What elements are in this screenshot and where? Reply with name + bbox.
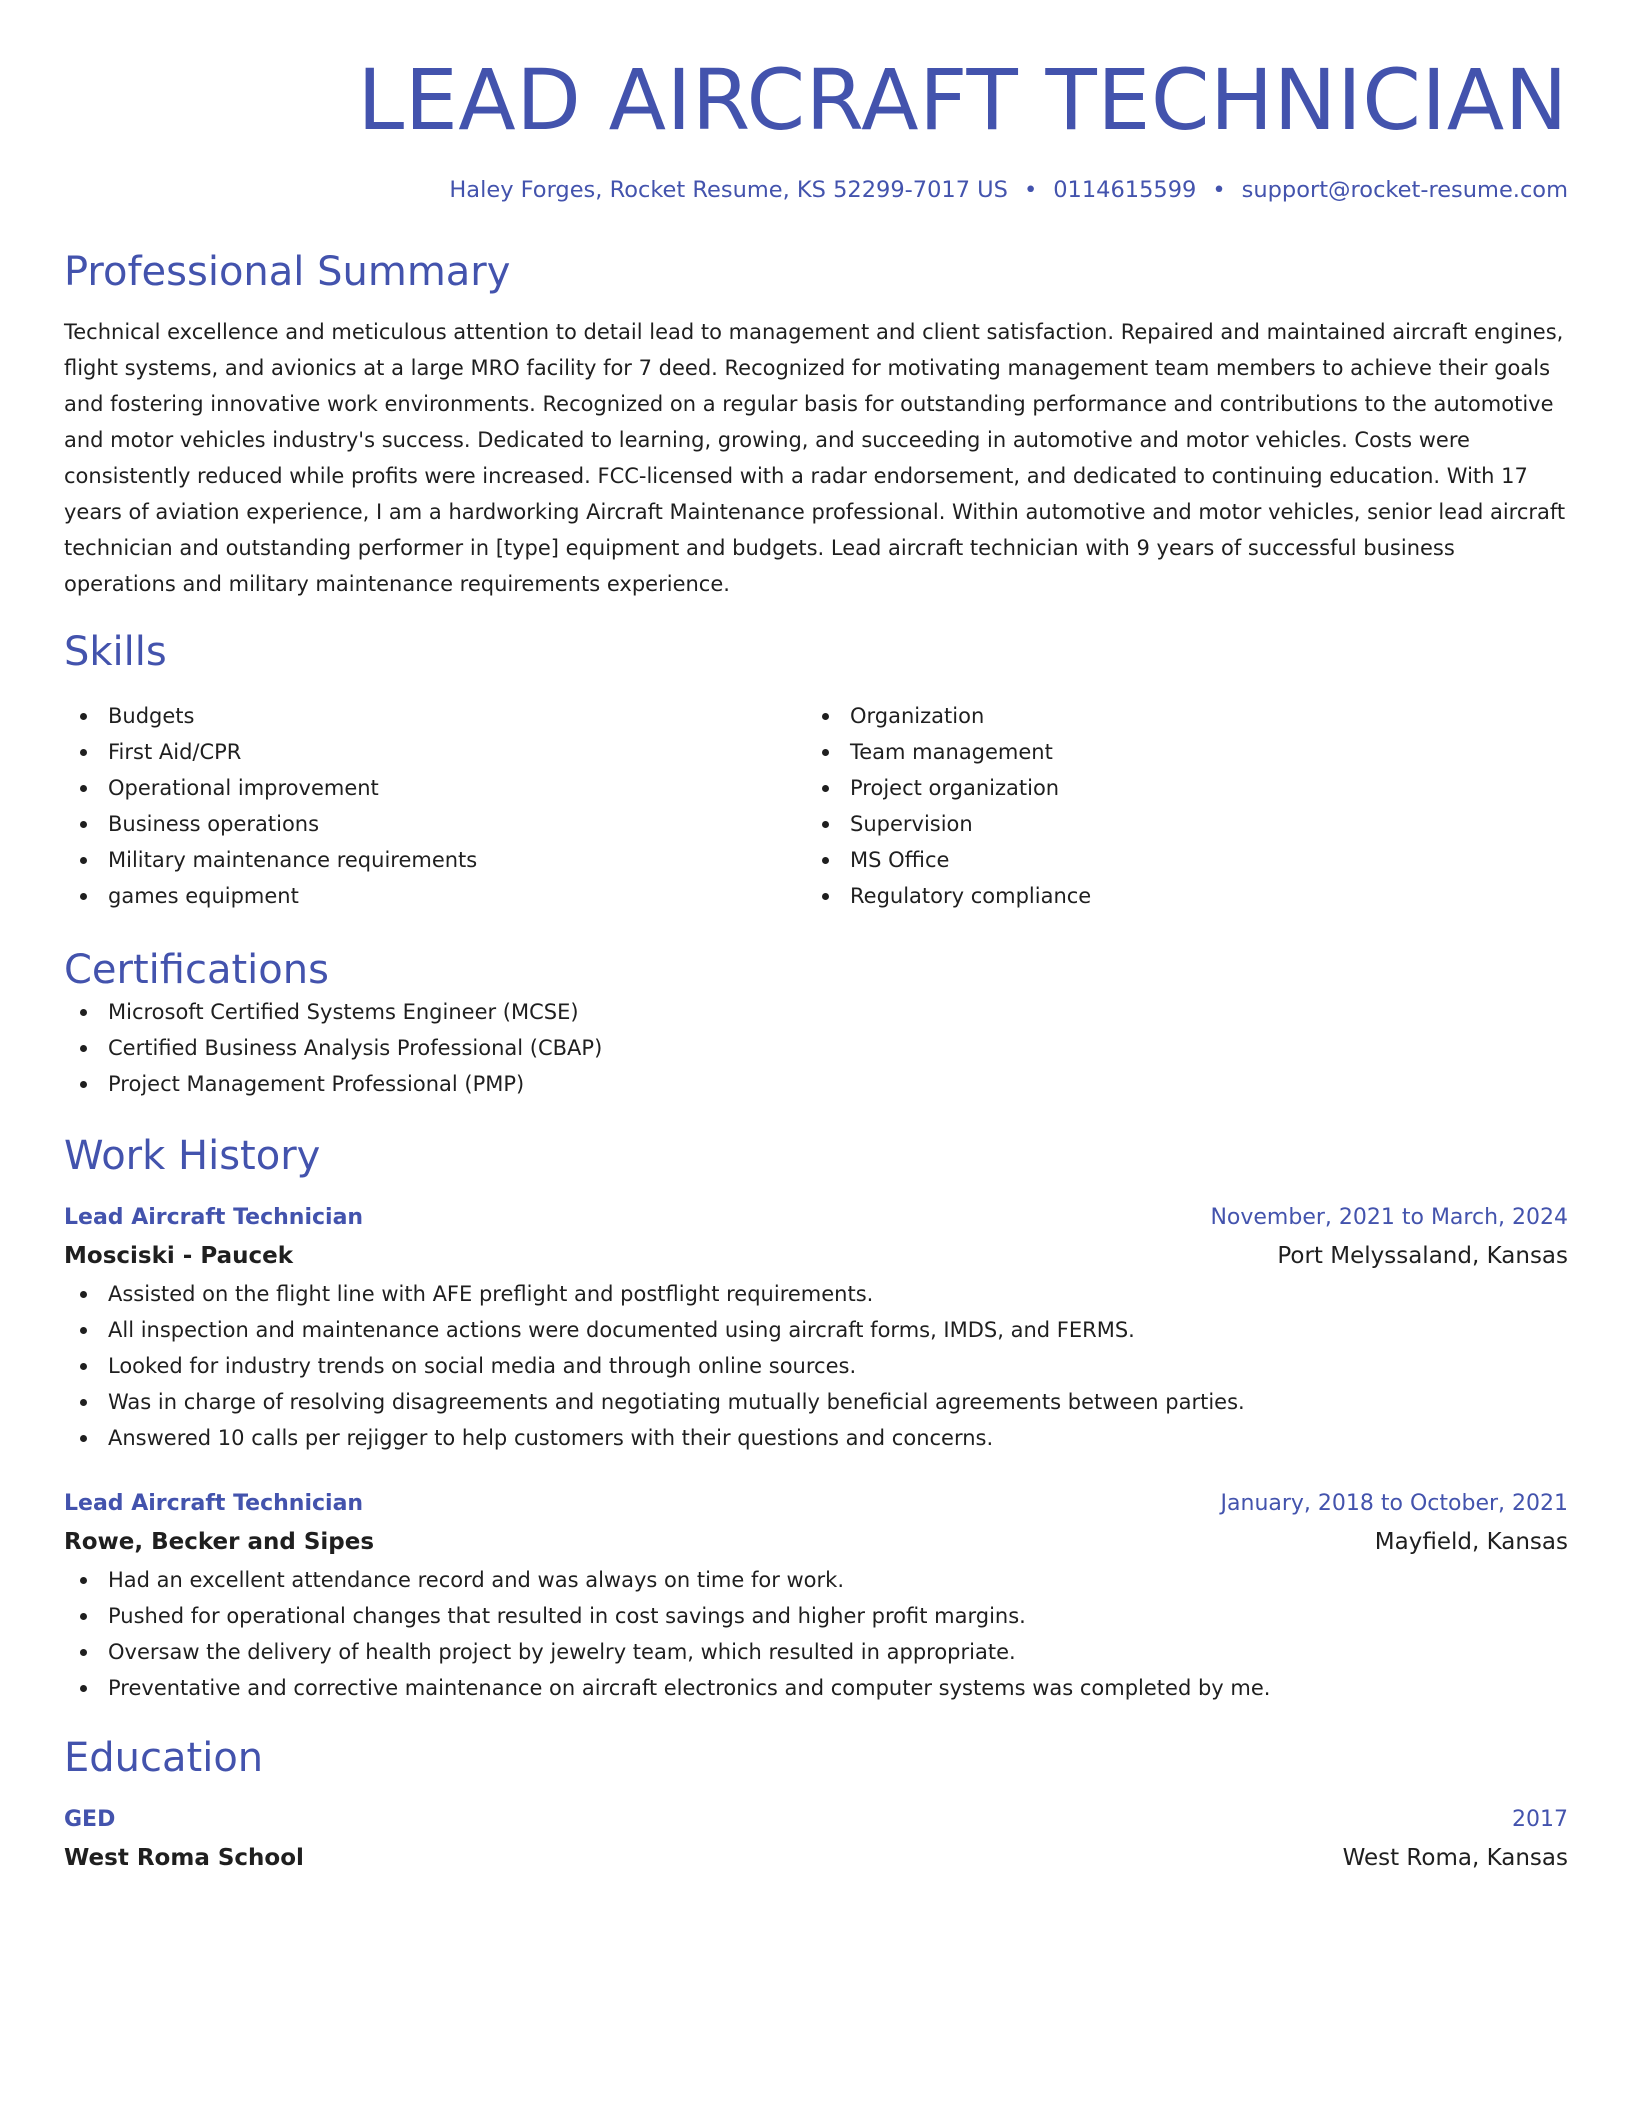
skill-item: Budgets [64,698,806,734]
certification-item: Project Management Professional (PMP) [64,1066,1568,1102]
resume-title: LEAD AIRCRAFT TECHNICIAN [357,51,1568,149]
skill-item: Business operations [64,806,806,842]
contact-line [64,176,1568,205]
job-duty-item: Answered 10 calls per rejigger to help customers with their questions and concerns. [64,1420,1568,1456]
job-company: Mosciski - Paucek [64,1242,293,1269]
job-title-row [64,1200,1568,1236]
skill-item: Operational improvement [64,770,806,806]
certification-item: Certified Business Analysis Professional (CBAP) [64,1030,1568,1066]
job-entry [64,1486,1568,1706]
education-school-row [64,1838,1568,1878]
job-duty-item: All inspection and maintenance actions were documented using aircraft forms, IMDS, and FERMS. [64,1312,1568,1348]
skill-item: Team management [806,734,1548,770]
education-degree: GED [64,1806,116,1832]
job-entry [64,1200,1568,1456]
skills-right-list [806,698,1548,914]
skill-item: Military maintenance requirements [64,842,806,878]
job-duty-item: Pushed for operational changes that resulted in cost savings and higher profit margins. [64,1598,1568,1634]
skill-item: Project organization [806,770,1548,806]
education-degree-row [64,1802,1568,1838]
skill-item: MS Office [806,842,1548,878]
job-company-row [64,1522,1568,1562]
job-company-row [64,1236,1568,1276]
job-company: Rowe, Becker and Sipes [64,1528,375,1555]
skills-columns [64,698,1568,914]
contact-separator: • [1212,177,1226,204]
job-duty-item: Looked for industry trends on social media and through online sources. [64,1348,1568,1384]
job-title: Lead Aircraft Technician [64,1490,364,1516]
job-dates: January, 2018 to October, 2021 [1220,1490,1568,1516]
job-duties-list [64,1562,1568,1706]
skill-item: Regulatory compliance [806,878,1548,914]
education-school: West Roma School [64,1844,304,1871]
contact-email: support@rocket-resume.com [1241,177,1568,204]
skill-item: games equipment [64,878,806,914]
job-location: Mayfield, Kansas [1374,1528,1568,1555]
skill-item: First Aid/CPR [64,734,806,770]
job-duty-item: Oversaw the delivery of health project by jewelry team, which resulted in appropriate. [64,1634,1568,1670]
skill-item: Supervision [806,806,1548,842]
summary-text: Technical excellence and meticulous attention to detail lead to management and client satisfaction. Repaired and maintained aircraft engines, flight systems, and avionics at a large MRO facility for 7 deed. Recognized for motivating management team members to achieve their goals and fostering innovative work environments. Recognized on a regular basis for outstanding performance and contributions to the automotive and motor vehicles industry's success. Dedicated to learning, growing, and succeeding in automotive and motor vehicles. Costs were consistently reduced while profits were increased. FCC-licensed with a radar endorsement, and dedicated to continuing education. With 17 years of aviation experience, I am a hardworking Aircraft Maintenance professional. Within automotive and motor vehicles, senior lead aircraft technician and outstanding performer in [type] equipment and budgets. Lead aircraft technician with 9 years of successful business operations and military maintenance requirements experience. [64,319,1566,596]
job-duty-item: Had an excellent attendance record and was always on time for work. [64,1562,1568,1598]
certifications-heading: Certifications [64,946,329,993]
certification-item: Microsoft Certified Systems Engineer (MCSE) [64,994,1568,1030]
education-location: West Roma, Kansas [1342,1844,1568,1871]
skills-heading: Skills [64,628,167,675]
job-duty-item: Assisted on the flight line with AFE preflight and postflight requirements. [64,1276,1568,1312]
job-title-row [64,1486,1568,1522]
job-location: Port Melyssaland, Kansas [1277,1242,1568,1269]
contact-separator: • [1023,177,1038,204]
skills-left-list [64,698,806,914]
certifications-list [64,994,1568,1102]
job-duty-item: Preventative and corrective maintenance on aircraft electronics and computer systems was completed by me. [64,1670,1568,1706]
education-heading: Education [64,1734,264,1781]
resume-page [64,0,1568,1878]
work-history-heading: Work History [64,1132,321,1179]
summary-heading: Professional Summary [64,248,511,295]
job-dates: November, 2021 to March, 2024 [1210,1204,1568,1230]
job-duty-item: Was in charge of resolving disagreements and negotiating mutually beneficial agreements between parties. [64,1384,1568,1420]
education-year: 2017 [1512,1806,1568,1832]
job-duties-list [64,1276,1568,1456]
education-entry [64,1802,1568,1878]
contact-phone: 0114615599 [1053,177,1197,204]
contact-address: Haley Forges, Rocket Resume, KS 52299-7017 US [449,177,1008,204]
skill-item: Organization [806,698,1548,734]
job-title: Lead Aircraft Technician [64,1204,364,1230]
